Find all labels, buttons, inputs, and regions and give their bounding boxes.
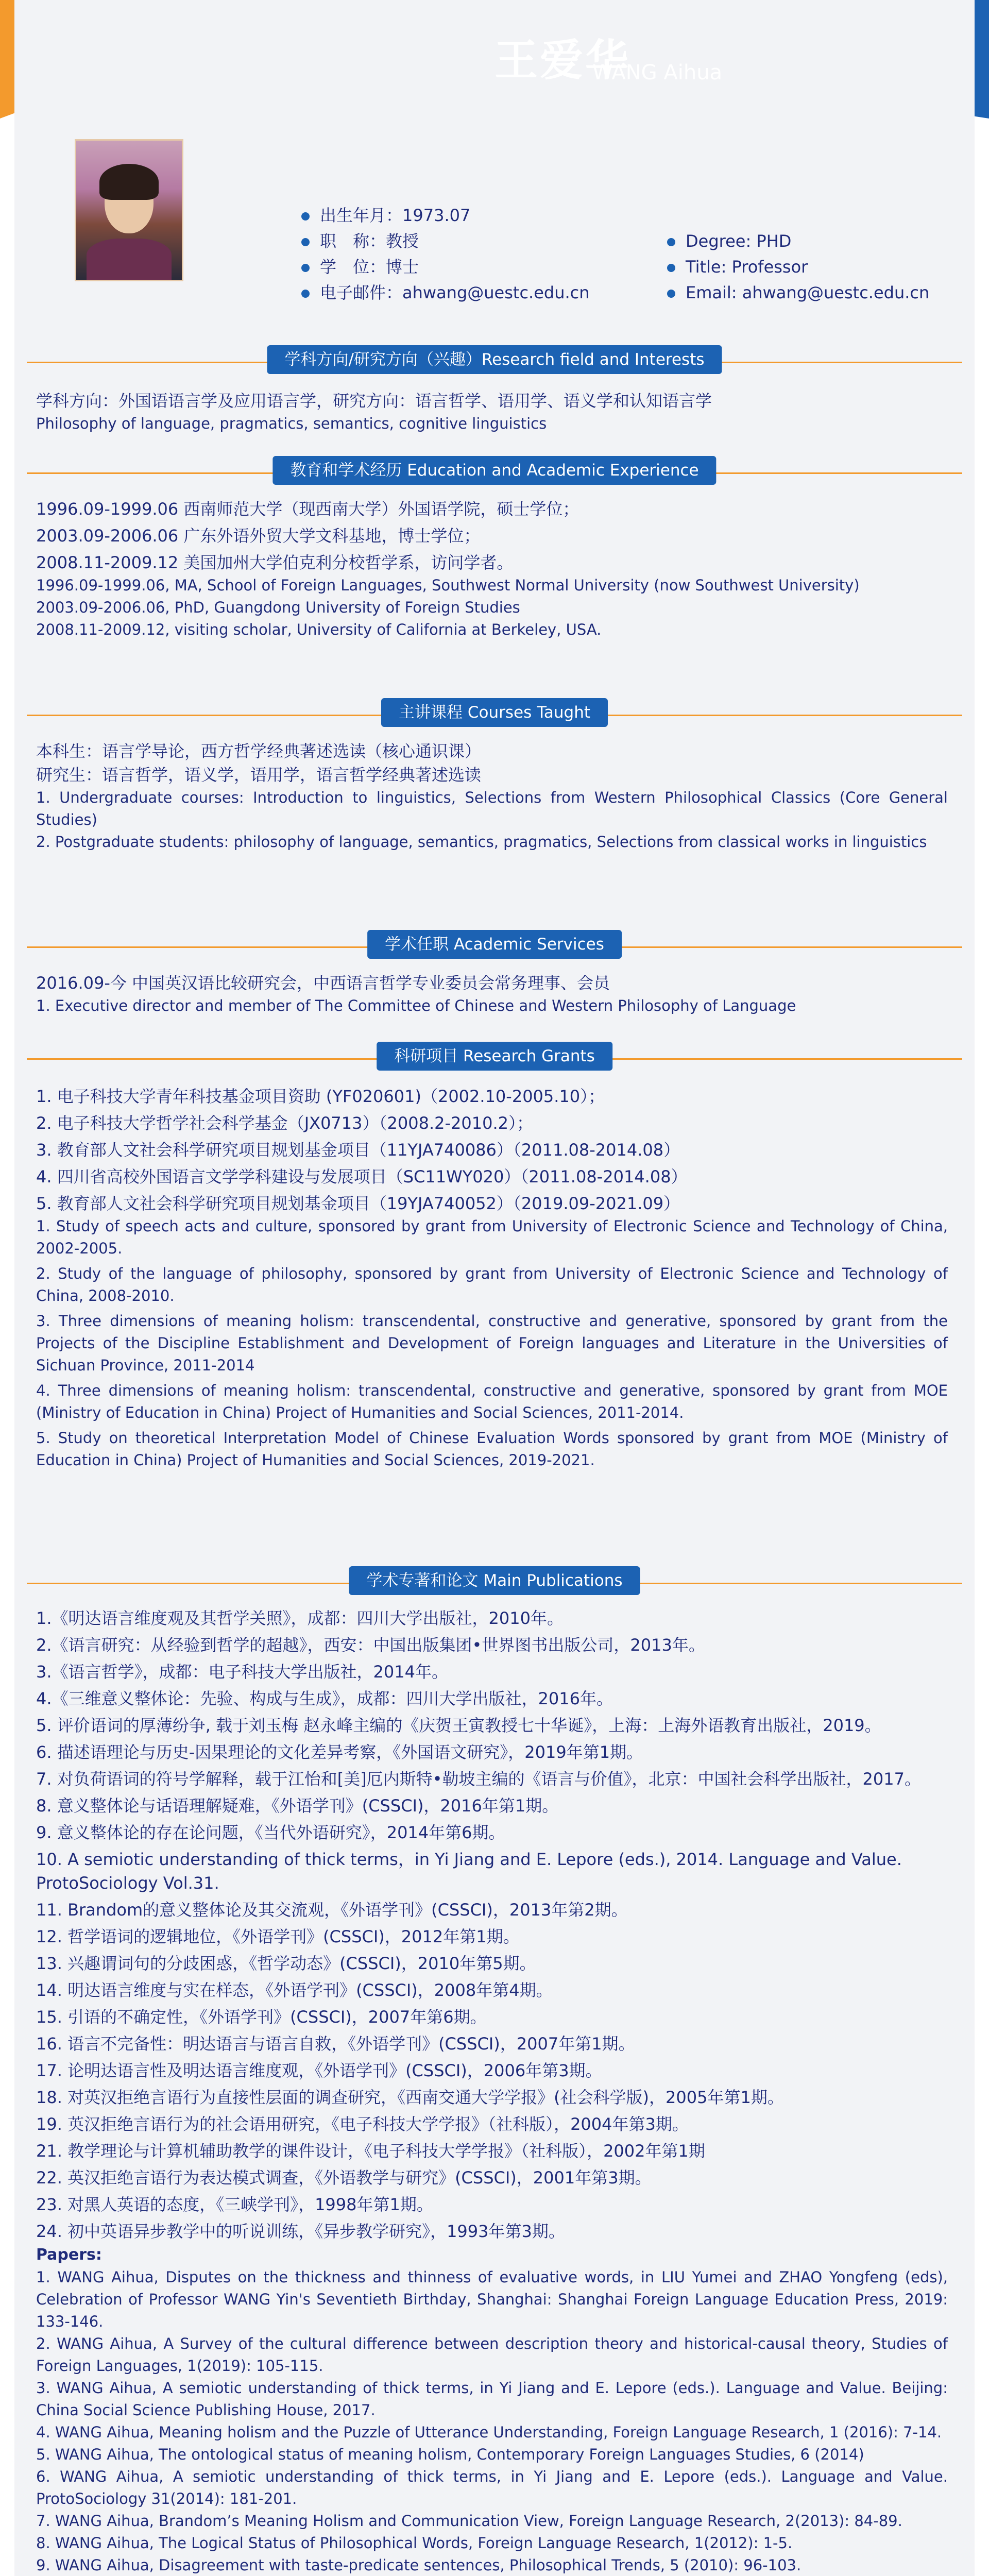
list-item: 4. 四川省高校外国语言文学学科建设与发展项目（SC11WY020）（2011.08-2014.08）	[36, 1167, 688, 1187]
list-item: 1. 电子科技大学青年科技基金项目资助 (YF020601)（2002.10-2005.10）；	[36, 1087, 605, 1106]
list-item: 2008.11-2009.12, visiting scholar, University of California at Berkeley, USA.	[36, 621, 602, 638]
publication-item: 4.《三维意义整体论：先验、构成与生成》，成都：四川大学出版社，2016年。	[36, 1689, 613, 1708]
research-field-cn: 学科方向：外国语语言学及应用语言学，研究方向：语言哲学、语用学、语义学和认知语言学	[36, 391, 712, 411]
publication-item: 16. 语言不完备性：明达语言与语言自救，《外语学刊》(CSSCI)，2007年第1期。	[36, 2034, 635, 2054]
publication-item: 12. 哲学语词的逻辑地位，《外语学刊》(CSSCI)，2012年第1期。	[36, 1927, 520, 1946]
info-degree: 学 位：博士	[301, 254, 590, 280]
publication-item: 9. 意义整体论的存在论问题，《当代外语研究》，2014年第6期。	[36, 1823, 505, 1842]
list-item: 2003.09-2006.06, PhD, Guangdong University of Foreign Studies	[36, 599, 520, 616]
list-item: 1996.09-1999.06, MA, School of Foreign Languages, Southwest Normal University (now Southwest University)	[36, 577, 860, 594]
info-birth: 出生年月：1973.07	[301, 202, 590, 228]
list-item: 1. Executive director and member of The Committee of Chinese and Western Philosophy of Language	[36, 997, 796, 1014]
header	[0, 0, 989, 108]
list-item: 2016.09-今 中国英汉语比较研究会，中西语言哲学专业委员会常务理事、会员	[36, 973, 610, 993]
bullet-icon	[667, 264, 675, 272]
bullet-icon	[667, 238, 675, 246]
paper-item: 5. WANG Aihua, The ontological status of meaning holism, Contemporary Foreign Languages Studies, 6 (2014)	[36, 2446, 864, 2463]
section-title: 学科方向/研究方向（兴趣）Research field and Interests	[267, 345, 722, 374]
publication-item: 5. 评价语词的厚薄纷争, 载于刘玉梅 赵永峰主编的《庆贺王寅教授七十华诞》，上海：上海外语教育出版社，2019。	[36, 1716, 881, 1735]
publication-item: 23. 对黑人英语的态度，《三峡学刊》，1998年第1期。	[36, 2195, 433, 2214]
list-item: 2. Postgraduate students: philosophy of language, semantics, pragmatics, Selections from classical works in linguistics	[36, 833, 927, 851]
paper-item: 3. WANG Aihua, A semiotic understanding of thick terms, in Yi Jiang and E. Lepore (eds.). Language and Value. Beijing: China Social Science Publishing House, 2017.	[36, 2379, 948, 2419]
bullet-icon	[301, 290, 310, 298]
section-header-grants	[27, 1042, 962, 1073]
publication-item: 2.《语言研究：从经验到哲学的超越》，西安：中国出版集团•世界图书出版公司，2013年。	[36, 1635, 705, 1655]
list-item: 研究生：语言哲学，语义学，语用学，语言哲学经典著述选读	[36, 765, 482, 785]
section-header-education	[27, 456, 962, 487]
list-item: 2. 电子科技大学哲学社会科学基金（JX0713）（2008.2-2010.2）；	[36, 1113, 533, 1133]
section-header-research-field	[27, 345, 962, 376]
bullet-icon	[301, 264, 310, 272]
list-item: 1. Study of speech acts and culture, sponsored by grant from University of Electronic Science and Technology of China, 2002-2005.	[36, 1217, 948, 1257]
paper-item: 6. WANG Aihua, A semiotic understanding of thick terms, in Yi Jiang and E. Lepore (eds.). Language and Value. ProtoSociology 31(2014): 181-201.	[36, 2468, 948, 2507]
paper-item: 7. WANG Aihua, Brandom’s Meaning Holism and Communication View, Foreign Language Research, 2(2013): 84-89.	[36, 2512, 902, 2530]
publication-item: 19. 英汉拒绝言语行为的社会语用研究，《电子科技大学学报》（社科版），2004年第3期。	[36, 2114, 689, 2134]
list-item: 本科生：语言学导论，西方哲学经典著述选读（核心通识课）	[36, 741, 482, 761]
research-field-en: Philosophy of language, pragmatics, semantics, cognitive linguistics	[36, 415, 547, 432]
section-header-courses	[27, 698, 962, 729]
paper-item: 8. WANG Aihua, The Logical Status of Philosophical Words, Foreign Language Research, 1(2012): 1-5.	[36, 2534, 793, 2552]
list-item: 2008.11-2009.12 美国加州大学伯克利分校哲学系，访问学者。	[36, 553, 514, 572]
publication-item: 15. 引语的不确定性，《外语学刊》(CSSCI)，2007年第6期。	[36, 2007, 487, 2027]
profile-info-en	[667, 228, 929, 306]
section-grants	[36, 1084, 948, 1471]
section-title: 科研项目 Research Grants	[377, 1042, 612, 1071]
info-email: 电子邮件：ahwang@uestc.edu.cn	[301, 280, 590, 306]
info-title: 职 称：教授	[301, 228, 590, 254]
bullet-icon	[301, 238, 310, 246]
paper-item: 1. WANG Aihua, Disputes on the thickness and thinness of evaluative words, in LIU Yumei and ZHAO Yongfeng (eds), Celebration of Professor WANG Yin's Seventieth Birthday, Shanghai: Shanghai Foreign Language Education Press, 2019: 133-146.	[36, 2268, 948, 2330]
publication-item: 24. 初中英语异步教学中的听说训练，《异步教学研究》，1993年第3期。	[36, 2222, 565, 2241]
paper-item: 9. WANG Aihua, Disagreement with taste-predicate sentences, Philosophical Trends, 5 (2010): 96-103.	[36, 2556, 802, 2574]
section-courses	[36, 739, 948, 853]
list-item: 4. Three dimensions of meaning holism: transcendental, constructive and generative, sponsored by grant from MOE (Ministry of Education in China) Project of Humanities and Social Sciences, 2011-2014.	[36, 1382, 948, 1421]
section-header-academic-services	[27, 930, 962, 961]
name-english: WANG Aihua	[592, 61, 723, 84]
list-item: 3. 教育部人文社会科学研究项目规划基金项目（11YJA740086）（2011.08-2014.08）	[36, 1140, 680, 1160]
photo-shirt	[87, 239, 172, 280]
publication-item: 13. 兴趣谓词句的分歧困惑，《哲学动态》(CSSCI)，2010年第5期。	[36, 1954, 536, 1973]
paper-item: 2. WANG Aihua, A Survey of the cultural difference between description theory and historical-causal theory, Studies of Foreign Languages, 1(2019): 105-115.	[36, 2335, 948, 2375]
paper-item: 4. WANG Aihua, Meaning holism and the Puzzle of Utterance Understanding, Foreign Language Research, 1 (2016): 7-14.	[36, 2424, 942, 2441]
profile-info-cn	[301, 202, 590, 306]
publication-item: 1.《明达语言维度观及其哲学关照》，成都：四川大学出版社，2010年。	[36, 1608, 564, 1628]
list-item: 1996.09-1999.06 西南师范大学（现西南大学）外国语学院，硕士学位；	[36, 499, 579, 519]
section-research-field	[36, 389, 948, 435]
publication-item: 21. 教学理论与计算机辅助教学的课件设计，《电子科技大学学报》（社科版），2002年第1期	[36, 2141, 705, 2161]
section-publications	[36, 1606, 948, 2576]
section-title: 学术专著和论文 Main Publications	[349, 1566, 640, 1595]
info-email-en: Email: ahwang@uestc.edu.cn	[667, 280, 929, 306]
publication-item: 22. 英汉拒绝言语行为表达模式调查，《外语教学与研究》(CSSCI)，2001年第3期。	[36, 2168, 652, 2188]
bullet-icon	[667, 290, 675, 298]
profile-photo	[75, 139, 183, 281]
name-chinese: 王爱华	[494, 35, 631, 86]
publication-item: 11. Brandom的意义整体论及其交流观，《外语学刊》(CSSCI)，2013年第2期。	[36, 1900, 628, 1920]
list-item: 5. 教育部人文社会科学研究项目规划基金项目（19YJA740052）（2019.09-2021.09）	[36, 1194, 680, 1213]
list-item: 2. Study of the language of philosophy, sponsored by grant from University of Electronic Science and Technology of China, 2008-2010.	[36, 1265, 948, 1304]
info-degree-en: Degree: PHD	[667, 228, 929, 254]
publication-item: 10. A semiotic understanding of thick terms，in Yi Jiang and E. Lepore (eds.), 2014. Language and Value. ProtoSociology Vol.31.	[36, 1850, 902, 1893]
papers-heading: Papers:	[36, 2246, 102, 2264]
publication-item: 8. 意义整体论与话语理解疑难，《外语学刊》(CSSCI)，2016年第1期。	[36, 1796, 559, 1816]
section-title: 教育和学术经历 Education and Academic Experience	[272, 456, 716, 485]
list-item: 1. Undergraduate courses: Introduction to linguistics, Selections from Western Philosophical Classics (Core General Studies)	[36, 789, 948, 828]
section-title: 学术任职 Academic Services	[367, 930, 622, 959]
section-academic-services	[36, 971, 948, 1017]
bullet-icon	[301, 212, 310, 221]
publication-item: 7. 对负荷语词的符号学解释，载于江怡和[美]厄内斯特•勒坡主编的《语言与价值》，北京：中国社会科学出版社，2017。	[36, 1769, 921, 1789]
publication-item: 3.《语言哲学》，成都：电子科技大学出版社，2014年。	[36, 1662, 448, 1682]
publication-item: 17. 论明达语言性及明达语言维度观，《外语学刊》(CSSCI)，2006年第3期。	[36, 2061, 602, 2080]
publication-item: 14. 明达语言维度与实在样态，《外语学刊》(CSSCI)，2008年第4期。	[36, 1980, 553, 2000]
publication-item: 18. 对英汉拒绝言语行为直接性层面的调查研究，《西南交通大学学报》(社会科学版)，2005年第1期。	[36, 2088, 784, 2107]
photo-hair	[99, 164, 159, 200]
list-item: 2003.09-2006.06 广东外语外贸大学文科基地，博士学位；	[36, 526, 481, 546]
info-title-en: Title: Professor	[667, 254, 929, 280]
list-item: 5. Study on theoretical Interpretation Model of Chinese Evaluation Words sponsored by grant from MOE (Ministry of Education in China) Project of Humanities and Social Sciences, 2019-2021.	[36, 1429, 948, 1469]
section-header-publications	[27, 1566, 962, 1597]
section-education	[36, 497, 948, 641]
list-item: 3. Three dimensions of meaning holism: transcendental, constructive and generative, sponsored by grant from the Projects of the Discipline Establishment and Development of Foreign languages and Literature in the Universities of Sichuan Province, 2011-2014	[36, 1312, 948, 1374]
publication-item: 6. 描述语理论与历史-因果理论的文化差异考察，《外国语文研究》，2019年第1期。	[36, 1742, 643, 1762]
section-title: 主讲课程 Courses Taught	[381, 698, 608, 727]
